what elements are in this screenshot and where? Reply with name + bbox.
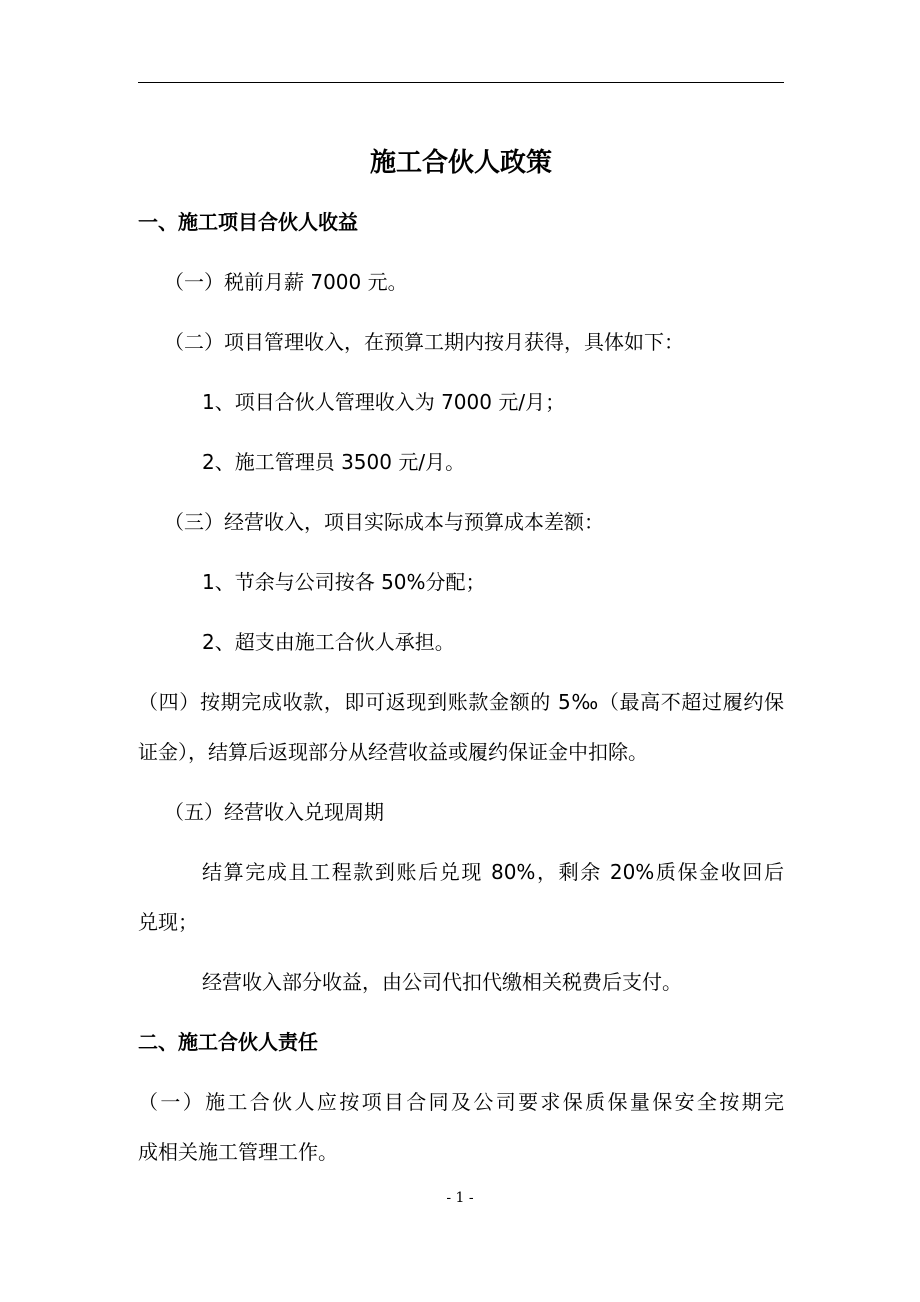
responsibility-item-1-line-2: 成相关施工管理工作。 bbox=[138, 1140, 338, 1164]
document-title: 施工合伙人政策 bbox=[369, 148, 552, 178]
subitem-manager-income: 2、施工管理员 3500 元/月。 bbox=[202, 450, 466, 474]
subitem-surplus-split: 1、节余与公司按各 50%分配； bbox=[202, 570, 486, 594]
item-payout-cycle: （五）经营收入兑现周期 bbox=[164, 800, 384, 824]
item-management-income: （二）项目管理收入，在预算工期内按月获得，具体如下： bbox=[164, 330, 684, 354]
responsibility-item-1-line-1: （一）施工合伙人应按项目合同及公司要求保质保量保安全按期完 bbox=[138, 1090, 784, 1114]
payout-cycle-text-1-line-1: 结算完成且工程款到账后兑现 80%，剩余 20%质保金收回后 bbox=[202, 860, 784, 884]
section-heading-responsibility: 二、施工合伙人责任 bbox=[138, 1030, 318, 1054]
item-salary: （一）税前月薪 7000 元。 bbox=[164, 270, 408, 294]
payout-cycle-text-2: 经营收入部分收益，由公司代扣代缴相关税费后支付。 bbox=[202, 970, 682, 994]
item-operating-income: （三）经营收入，项目实际成本与预算成本差额： bbox=[164, 510, 604, 534]
payout-cycle-text-1-line-2: 兑现； bbox=[138, 910, 198, 934]
subitem-partner-income: 1、项目合伙人管理收入为 7000 元/月； bbox=[202, 390, 566, 414]
page-number: - 1 - bbox=[446, 1190, 474, 1206]
item-collection-rebate-line-1: （四）按期完成收款，即可返现到账款金额的 5‰（最高不超过履约保 bbox=[138, 690, 784, 714]
item-collection-rebate-line-2: 证金），结算后返现部分从经营收益或履约保证金中扣除。 bbox=[138, 740, 648, 764]
subitem-overrun: 2、超支由施工合伙人承担。 bbox=[202, 630, 455, 654]
header-rule bbox=[138, 82, 784, 83]
section-heading-income: 一、施工项目合伙人收益 bbox=[138, 210, 358, 234]
